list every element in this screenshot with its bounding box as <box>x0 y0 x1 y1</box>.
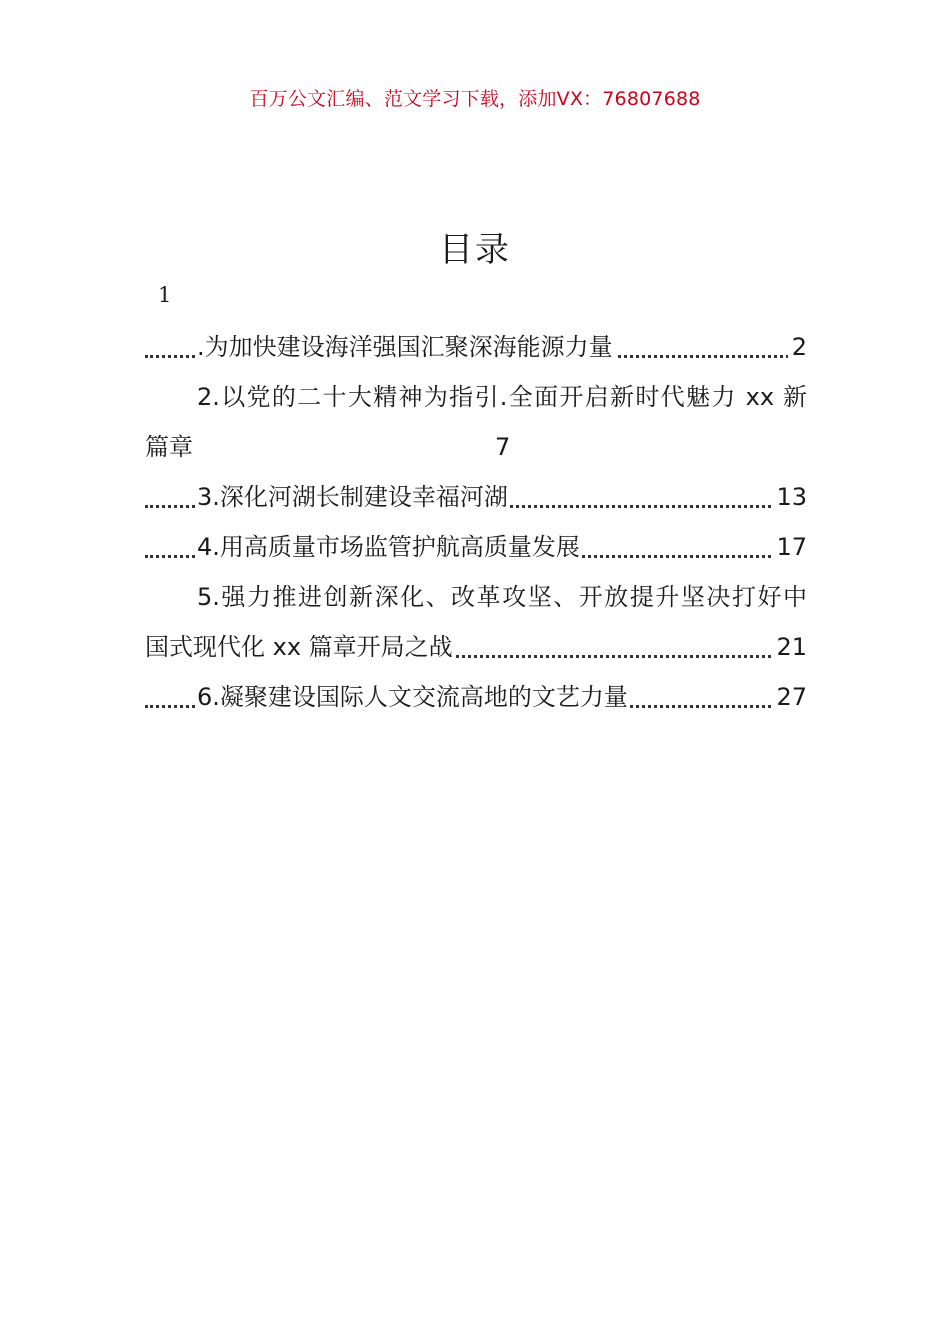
toc-entry-page: 27 <box>772 672 807 722</box>
toc-entry-1[interactable] <box>145 322 807 372</box>
toc-entry-2-line1[interactable] <box>145 372 807 422</box>
page-title: 目录 <box>439 230 511 270</box>
toc-entry-title: .为加快建设海洋强国汇聚深海能源力量 <box>197 333 613 361</box>
toc-entry-4[interactable] <box>145 522 807 572</box>
header-watermark: 百万公文汇编、范文学习下载，添加VX：76807688 <box>249 88 701 110</box>
stray-page-number: 1 <box>158 283 172 307</box>
toc-entry-title-continued: 国式现代化 xx 篇章开局之战 <box>145 633 453 661</box>
toc-entry-page: 7 <box>495 433 511 461</box>
toc-entry-title: 4.用高质量市场监管护航高质量发展 <box>197 533 580 561</box>
toc-entry-page: 13 <box>772 472 807 522</box>
toc-entry-page: 21 <box>772 622 807 672</box>
table-of-contents <box>145 322 807 722</box>
toc-entry-2-line2[interactable] <box>145 422 807 472</box>
toc-entry-title: 3.深化河湖长制建设幸福河湖 <box>197 483 508 511</box>
toc-entry-title-continued: 篇章 <box>145 433 193 461</box>
toc-entry-title: 5.强力推进创新深化、改革攻坚、开放提升坚决打好中 <box>197 583 807 611</box>
toc-entry-5-line2[interactable] <box>145 622 807 672</box>
toc-entry-page: 17 <box>772 522 807 572</box>
toc-entry-3[interactable] <box>145 472 807 522</box>
toc-entry-title: 2.以党的二十大精神为指引.全面开启新时代魅力 xx 新 <box>197 383 807 411</box>
toc-entry-page: 2 <box>788 322 807 372</box>
toc-entry-5-line1[interactable] <box>145 572 807 622</box>
toc-entry-title: 6.凝聚建设国际人文交流高地的文艺力量 <box>197 683 628 711</box>
toc-entry-6[interactable] <box>145 672 807 722</box>
